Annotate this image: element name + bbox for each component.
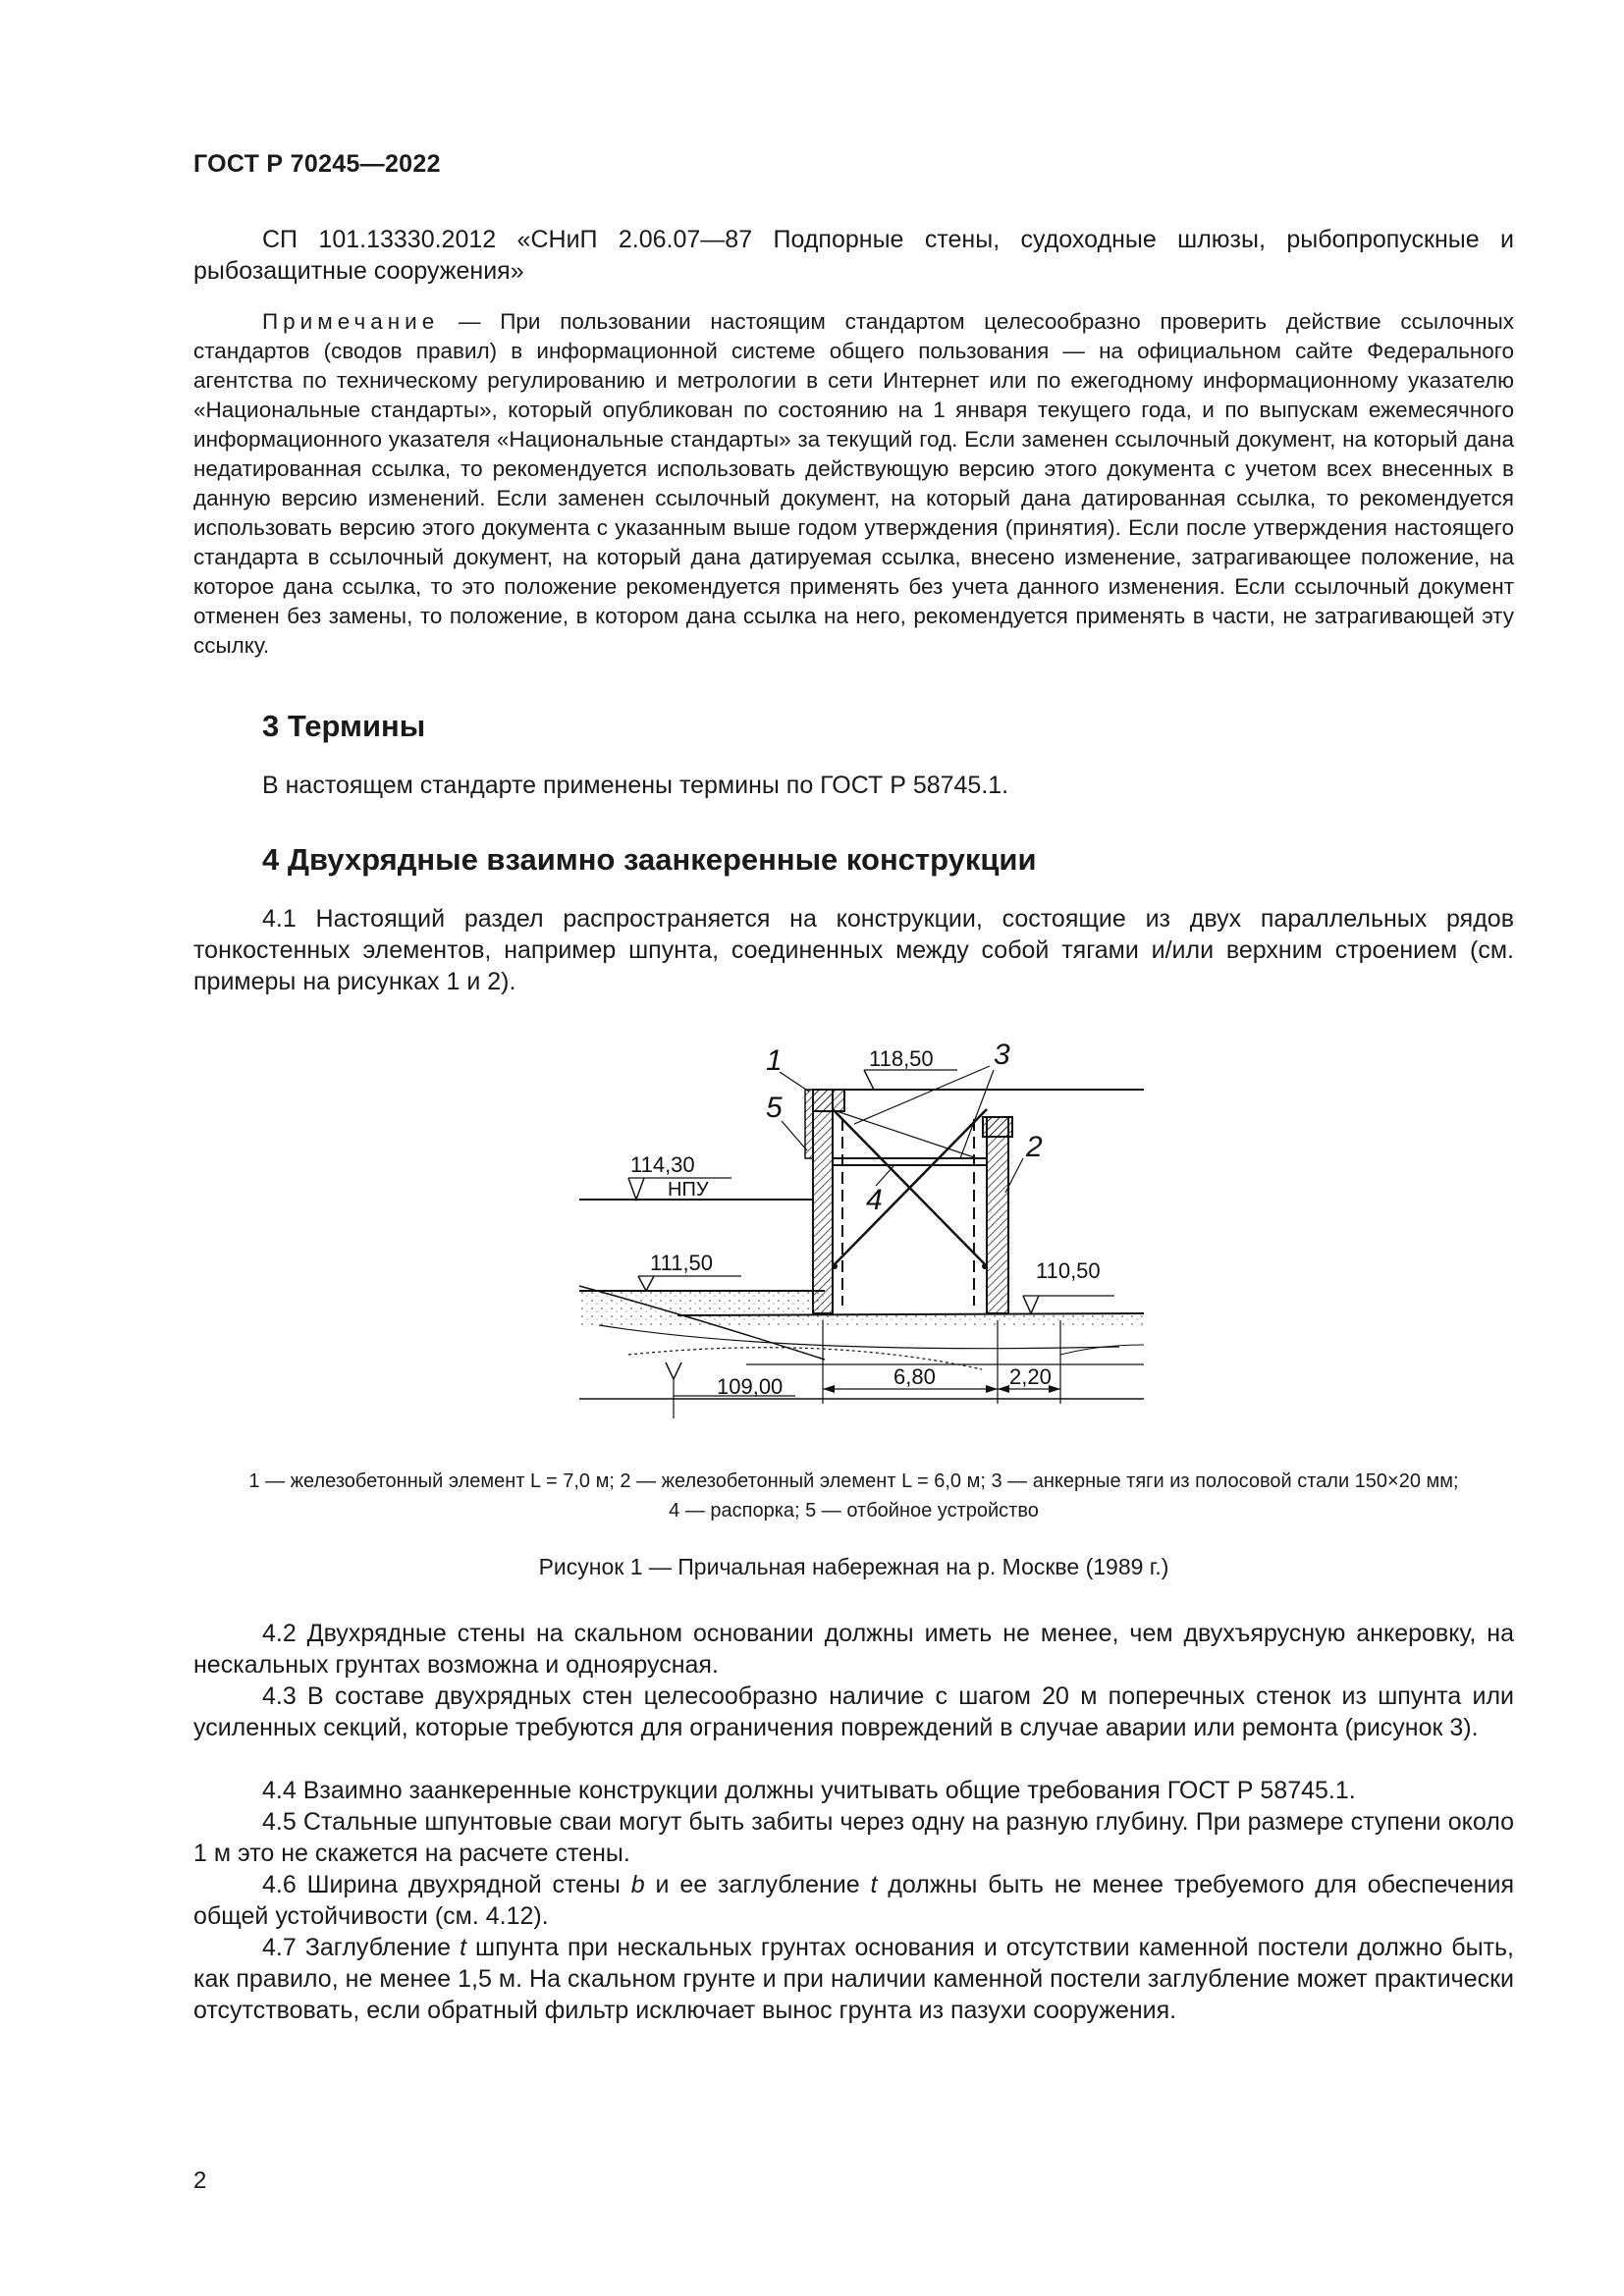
figure-1-drawing: [569, 1031, 1149, 1423]
p4-6-text-e: должны быть не менее требуемого для обеспечения общей устойчивости (см. 4.12).: [193, 1871, 1514, 1930]
paragraph-4-7: [193, 1932, 1514, 2026]
elev-npu-label: 114,30: [630, 1152, 695, 1177]
page-number: 2: [193, 2167, 207, 2194]
elev-ground-left-label: 111,50: [650, 1251, 714, 1275]
p4-7-text-a: 4.7 Заглубление: [262, 1934, 460, 1961]
npu-label: НПУ: [668, 1179, 709, 1201]
p4-6-var-b: b: [630, 1871, 645, 1898]
note-paragraph: [193, 307, 1514, 661]
p4-6-text-c: и ее заглубление: [644, 1871, 871, 1898]
paragraph-4-1: 4.1 Настоящий раздел распространяется на конструкции, состоящие из двух параллельных рядов тонкостенных элементов, например шпунта, соединенных между собой тягами и/или верхним строением (см. примеры на рисунках 1 и 2).: [193, 905, 1514, 995]
paragraph-4-4: 4.4 Взаимно заанкеренные конструкции должны учитывать общие требования ГОСТ Р 58745.1.: [262, 1777, 1356, 1804]
fender-element-5: [805, 1090, 813, 1158]
dim-right-label: 2,20: [1009, 1364, 1052, 1389]
figure-1-caption-line-1: 1 — железобетонный элемент L = 7,0 м; 2 — железобетонный элемент L = 6,0 м; 3 — анкерные тяги из полосовой стали 150×20 мм;: [248, 1470, 1459, 1492]
anchor-ties-element-3: [832, 1109, 988, 1269]
callout-4: 4: [866, 1184, 883, 1216]
document-header: ГОСТ Р 70245—2022: [193, 150, 441, 178]
note-text: — При пользовании настоящим стандартом целесообразно проверить действие ссылочных стандартов (сводов правил) в информационной системе общего пользования — на официальном сайте Федерального агентства по техническому регулированию и метрологии в сети Интернет или по ежегодному информационному указателю «Национальные стандарты», который опубликован по состоянию на 1 января текущего года, и по выпускам ежемесячного информационного указателя «Национальные стандарты» за текущий год. Если заменен ссылочный документ, на который дана недатированная ссылка, то рекомендуется использовать действующую версию этого документа с учетом всех внесенных в данную версию изменений. Если заменен ссылочный документ, на который дана датированная ссылка, то рекомендуется использовать версию этого документа с указанным выше годом утверждения (принятия). Если после утверждения настоящего стандарта в ссылочный документ, на который дана датируемая ссылка, внесено изменение, затрагивающее положение, на которое дана ссылка, то это положение рекомендуется применять без учета данного изменения. Если ссылочный документ отменен без замены, то положение, в котором дана ссылка на него, рекомендуется применять в части, не затрагивающей эту ссылку.: [193, 309, 1514, 658]
reference-sp-line: СП 101.13330.2012 «СНиП 2.06.07—87 Подпорные стены, судоходные шлюзы, рыбопропускные и рыбозащитные сооружения»: [193, 226, 1514, 285]
figure-1-title: Рисунок 1 — Причальная набережная на р. Москве (1989 г.): [538, 1554, 1169, 1579]
note-label: Примечание: [262, 309, 440, 334]
section-3-text: В настоящем стандарте применены термины по ГОСТ Р 58745.1.: [262, 772, 1009, 799]
callout-1: 1: [766, 1044, 783, 1077]
callout-5: 5: [766, 1092, 783, 1124]
elev-bottom-label: 109,00: [717, 1374, 784, 1399]
elev-right-label: 110,50: [1036, 1258, 1101, 1283]
paragraph-4-6: [193, 1869, 1514, 1932]
elev-top-label: 118,50: [869, 1046, 934, 1071]
wall-element-2: [987, 1117, 1008, 1313]
dim-width-label: 6,80: [893, 1364, 936, 1389]
paragraph-4-2: 4.2 Двухрядные стены на скальном основании должны иметь не менее, чем двухъярусную анкеровку, на нескальных грунтах возможна и одноярусная.: [193, 1620, 1514, 1679]
p4-6-text-a: 4.6 Ширина двухрядной стены: [262, 1871, 631, 1898]
p4-7-text-c: шпунта при нескальных грунтах основания и отсутствии каменной постели должно быть, как правило, не менее 1,5 м. На скальном грунте и при наличии каменной постели заглубление может практически отсутствовать, если обратный фильтр исключает вынос грунта из пазухи сооружения.: [193, 1934, 1514, 2024]
figure-1-caption-line-2: 4 — распорка; 5 — отбойное устройство: [669, 1500, 1039, 1522]
callout-2: 2: [1026, 1131, 1043, 1163]
paragraph-4-5: 4.5 Стальные шпунтовые сваи могут быть забиты через одну на разную глубину. При размере ступени около 1 м это не скажется на расчете стены.: [193, 1808, 1514, 1867]
soil-layers: [579, 1286, 1144, 1399]
p4-6-var-t: t: [870, 1871, 878, 1898]
callout-3: 3: [994, 1039, 1010, 1071]
wall-element-1: [813, 1090, 833, 1313]
section-4-title: 4 Двухрядные взаимно заанкеренные конструкции: [262, 842, 1037, 877]
section-3-title: 3 Термины: [262, 709, 426, 743]
paragraph-4-3: 4.3 В составе двухрядных стен целесообразно наличие с шагом 20 м поперечных стенок из шпунта или усиленных секций, которые требуются для ограничения повреждений в случае аварии или ремонта (рисунок 3).: [193, 1682, 1514, 1741]
p4-7-var-t: t: [460, 1934, 467, 1961]
